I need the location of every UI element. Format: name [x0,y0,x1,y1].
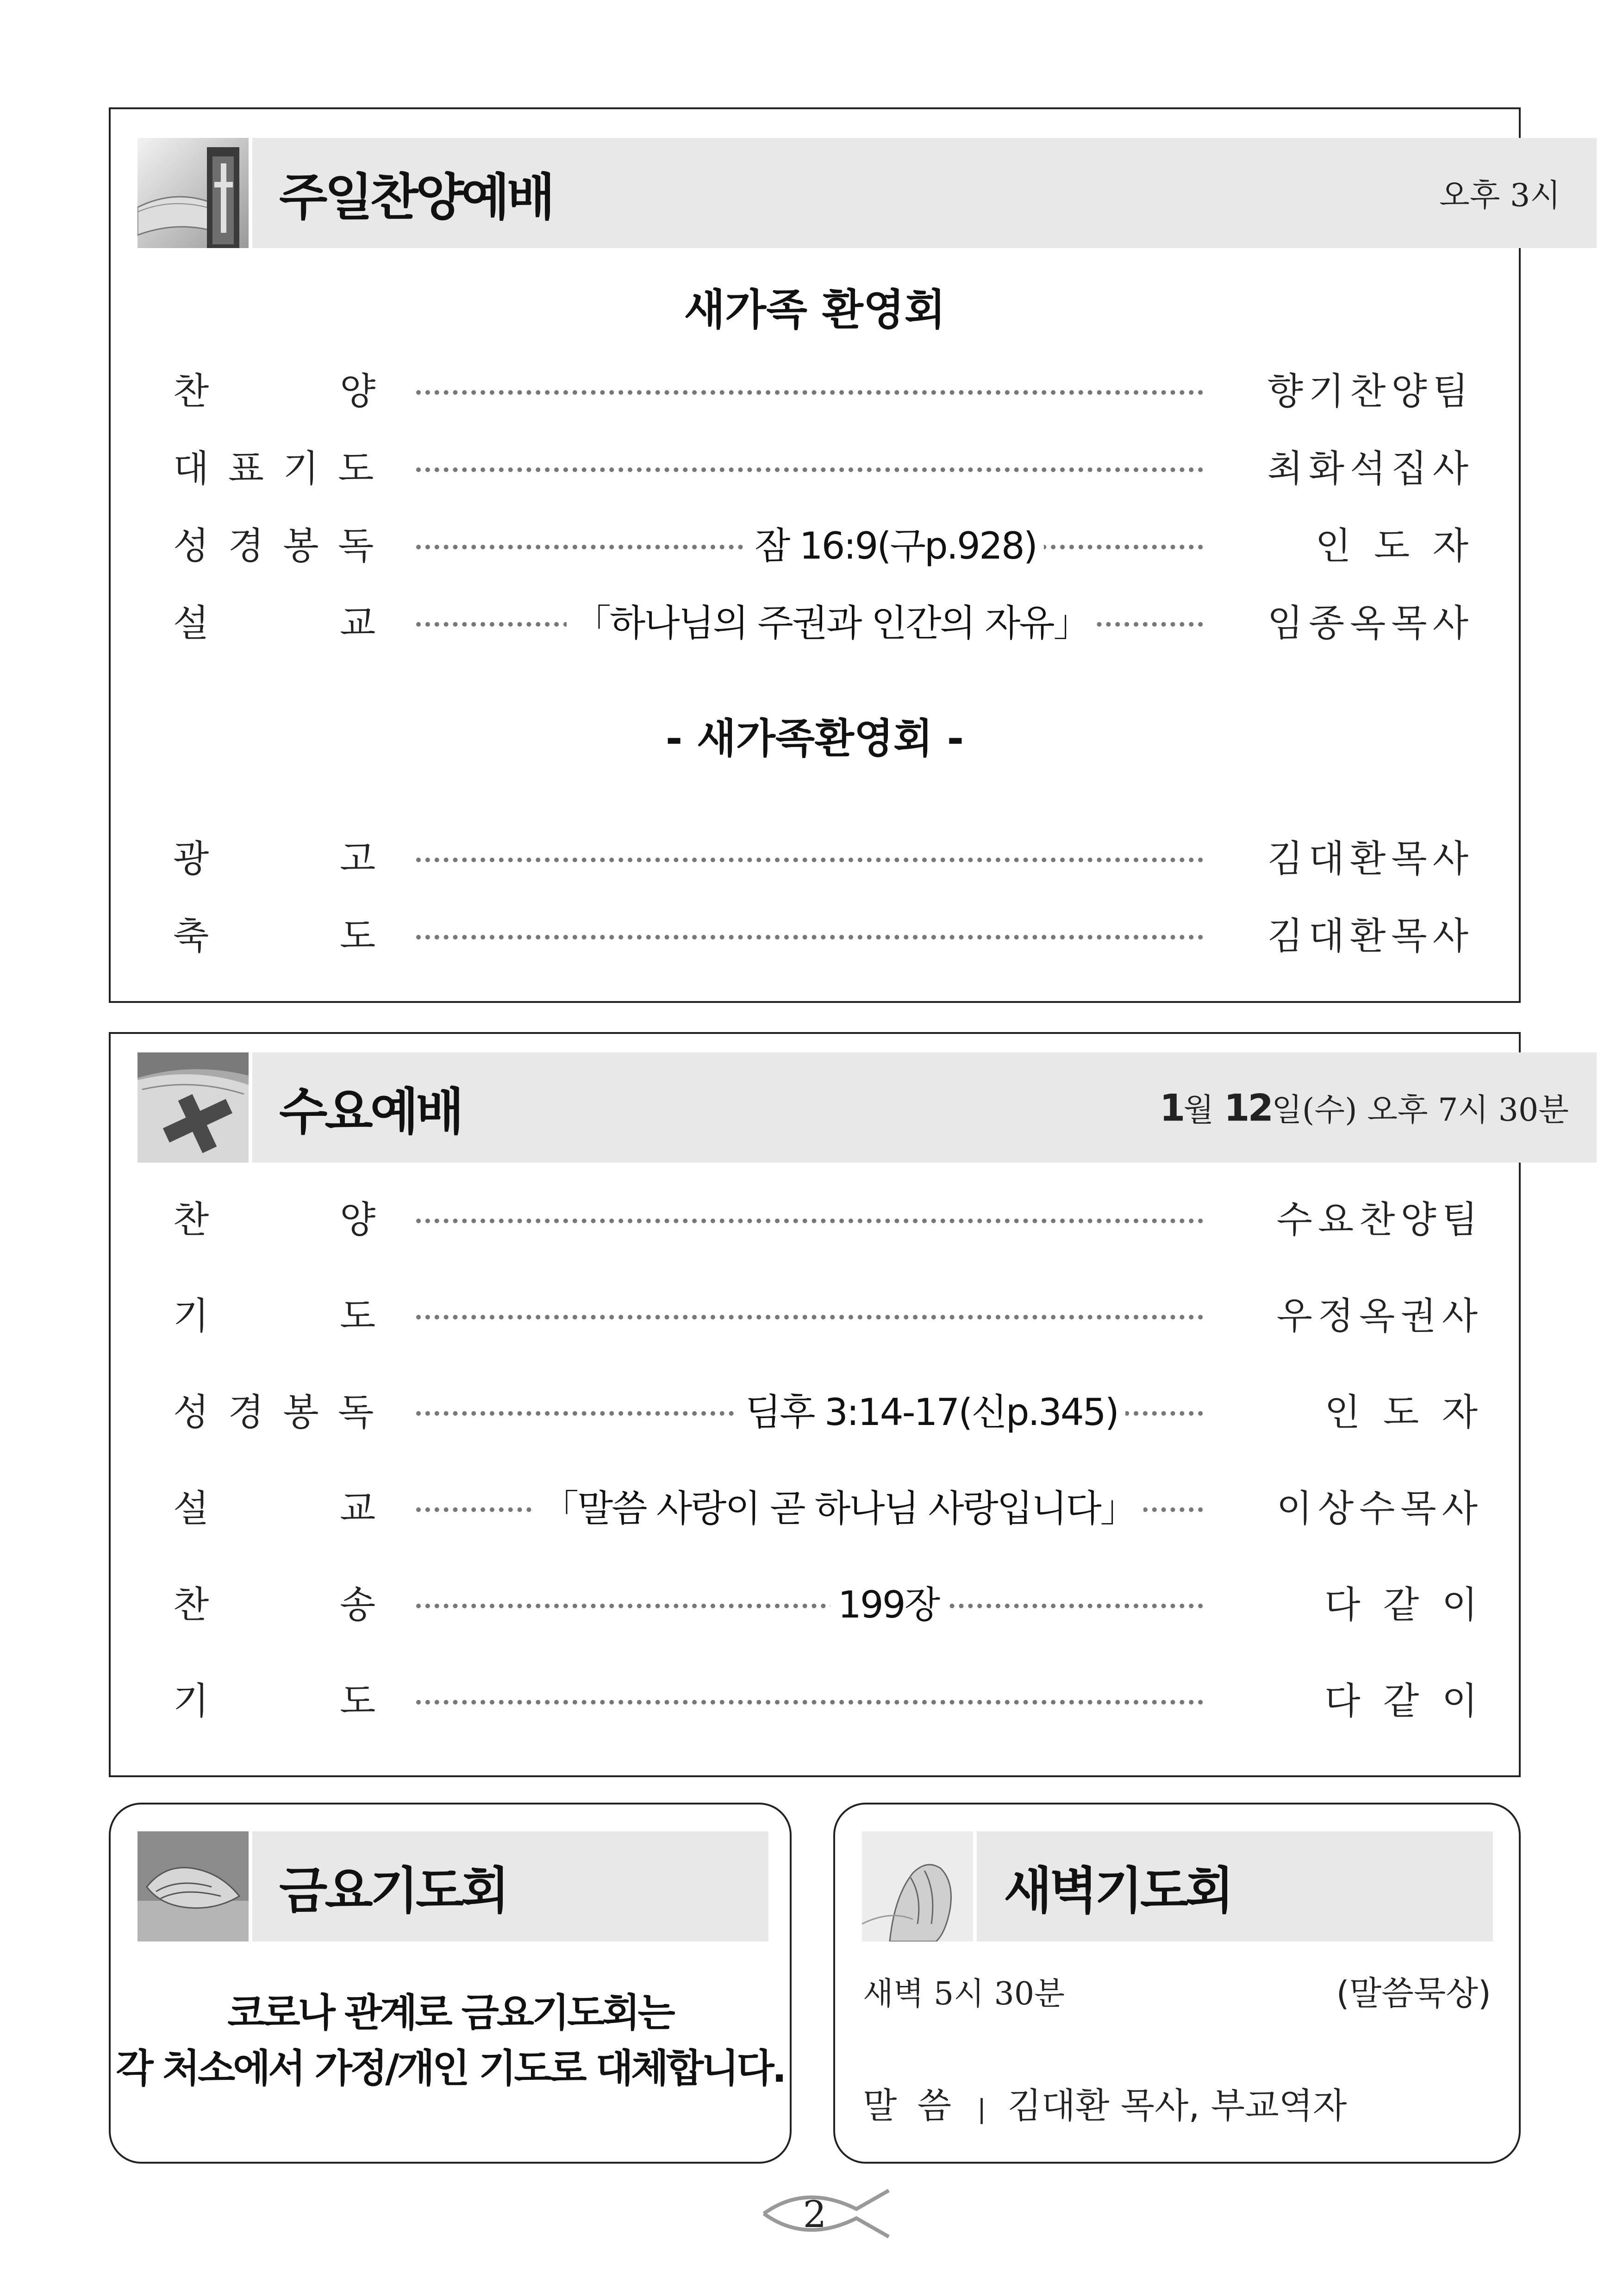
row-label-first: 광 [173,837,209,880]
row-label-first: 기 [173,1294,209,1338]
row-person: 김대환목사 [1267,837,1474,880]
row-label-first: 성 경 봉 독 [173,524,378,567]
sunday-row-praise [173,361,1474,412]
dawn-word-value: 김대환 목사, 부교역자 [1007,2085,1347,2126]
bible-cross-photo [137,138,249,248]
wednesday-row-scripture [173,1382,1483,1433]
row-person: 우정옥권사 [1276,1294,1483,1338]
row-content: 잠 16:9(구p.928) [747,516,1044,569]
sunday-row-benediction [173,906,1474,957]
dawn-word-row [863,2078,1347,2128]
row-label-first: 기 [173,1680,209,1723]
wednesday-title: 수요예배 [279,1083,462,1141]
date-month: 1 [1159,1086,1184,1130]
dotted-leader [416,1315,1203,1319]
page-number-badge [755,2179,893,2248]
row-label-first: 찬 [173,1583,209,1626]
row-label-first: 찬 [173,370,209,413]
dotted-leader [416,1700,1203,1705]
sunday-title: 주일찬양예배 [279,168,552,227]
row-person: 향기찬양팀 [1267,370,1474,413]
wednesday-row-prayer [173,1286,1483,1337]
row-label-second: 도 [340,1294,376,1338]
row-person: 인 도 자 [1324,1391,1483,1434]
date-day: 12 [1223,1086,1272,1130]
row-content: 「하나님의 주권과 인간의 자유」 [567,593,1097,647]
sunday-time: 오후 3시 [1439,177,1561,214]
row-label-second: 교 [340,602,376,645]
row-person: 다 같 이 [1324,1680,1483,1723]
friday-prayer-box [109,1803,792,2164]
wednesday-row-praise [173,1190,1483,1241]
dawn-tag: (말씀묵상) [1336,1974,1491,2013]
row-label-first: 대 표 기 도 [173,447,378,490]
separator: | [977,2094,986,2124]
row-label-first: 성 경 봉 독 [173,1391,378,1434]
dawn-word-label: 말 씀 [863,2085,956,2126]
row-label-first: 설 [173,602,209,645]
dotted-leader [416,467,1203,472]
friday-notice-line2: 각 처소에서 가정/개인 기도로 대체합니다. [116,2046,785,2091]
row-person: 김대환목사 [1267,915,1474,958]
wednesday-row-hymn [173,1575,1483,1626]
folded-hands-photo [862,1831,973,1941]
sunday-row-scripture [173,516,1474,567]
wednesday-row-sermon [173,1479,1483,1530]
friday-notice [111,1985,790,2096]
row-label-first: 축 [173,915,209,958]
dawn-title: 새벽기도회 [1004,1862,1231,1920]
row-label-second: 송 [340,1583,376,1626]
sunday-row-announcement [173,829,1474,880]
dotted-leader [416,858,1203,862]
wednesday-datetime [1160,1085,1569,1130]
sunday-subtitle: 새가족 환영회 [684,285,946,335]
row-content: 「말씀 사랑이 곧 하나님 사랑입니다」 [534,1479,1143,1532]
row-content: 딤후 3:14-17(신p.345) [738,1382,1125,1436]
friday-notice-line1: 코로나 관계로 금요기도회는 [227,1990,673,2035]
row-label-second: 도 [340,915,376,958]
row-person: 다 같 이 [1324,1583,1483,1626]
row-label-second: 양 [340,370,376,413]
dotted-leader [416,935,1203,940]
row-content: 199장 [830,1575,946,1628]
row-person: 인 도 자 [1315,524,1474,567]
friday-header-bar [252,1831,768,1941]
row-person: 최화석집사 [1267,447,1474,490]
wednesday-row-closing-prayer [173,1671,1483,1722]
row-person: 이상수목사 [1276,1487,1483,1530]
dotted-leader [416,390,1203,395]
friday-title: 금요기도회 [279,1862,507,1920]
wednesday-header-bar [252,1052,1597,1163]
dawn-header-bar [977,1831,1493,1941]
row-label-first: 설 [173,1487,209,1530]
row-label-first: 찬 [173,1198,209,1241]
dotted-leader [416,1604,1203,1608]
date-month-unit: 월 [1183,1092,1214,1129]
row-person: 임종옥목사 [1267,602,1474,645]
sunday-header-bar [252,138,1597,248]
page-number: 2 [803,2193,827,2236]
row-label-second: 교 [340,1487,376,1530]
row-label-second: 고 [340,837,376,880]
sunday-section-title: - 새가족환영회 - [665,715,964,762]
row-label-second: 양 [340,1198,376,1241]
praying-hands-photo [137,1831,249,1941]
sunday-service-box [109,107,1561,1003]
date-day-unit: 일(수) 오후 7시 30분 [1272,1092,1569,1129]
wednesday-service-box [109,1032,1569,1777]
bible-cross-photo [137,1052,249,1163]
dawn-prayer-box [833,1803,1521,2164]
dawn-time: 새벽 5시 30분 [863,1976,1065,2012]
dotted-leader [416,1219,1203,1223]
sunday-row-sermon [173,593,1474,644]
row-label-second: 도 [340,1680,376,1723]
row-person: 수요찬양팀 [1276,1198,1483,1241]
sunday-row-prayer [173,439,1474,490]
